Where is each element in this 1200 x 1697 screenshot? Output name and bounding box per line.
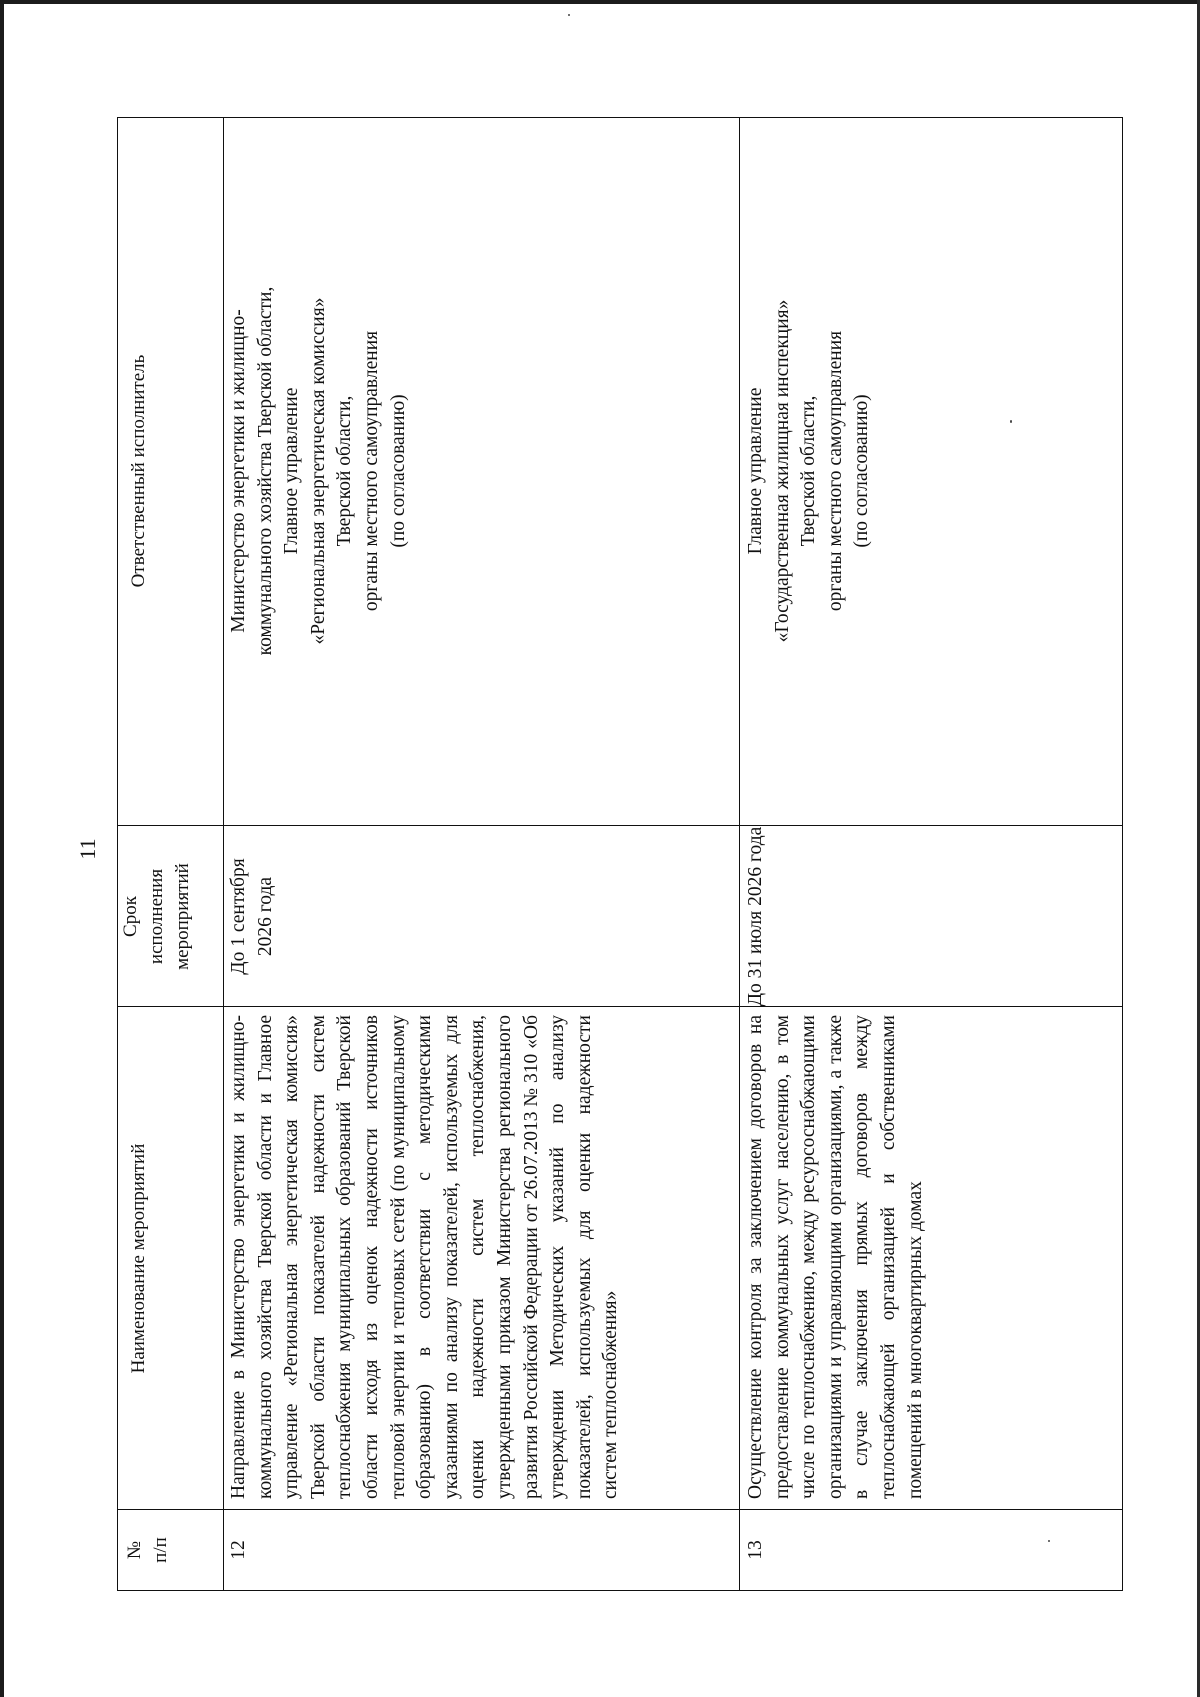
- row-13-deadline: До 31 июля 2026 года: [745, 826, 766, 1007]
- header-num: № п/п: [124, 1537, 171, 1563]
- column-divider: [118, 1509, 1122, 1510]
- row-12-num: 12: [228, 1540, 249, 1560]
- row-divider: [739, 118, 740, 1590]
- header-divider: [223, 118, 224, 1590]
- row-12-deadline: До 1 сентября 2026 года: [228, 858, 276, 975]
- header-responsible: Ответственный исполнитель: [128, 354, 149, 588]
- header-deadline: Срок исполнения мероприятий: [120, 863, 193, 970]
- header-name: Наименование мероприятий: [128, 1143, 149, 1374]
- row-12-name: Направление в Министерство энергетики и жилищно-коммунального хозяйства Тверской области и Главное управление «Региональная энергетическая комиссия» Тверской области показателей надежности систем теплоснабжения муниципальных образований Тверской области исходя из оценок надежности источников тепловой энергии и тепловых сетей (по муниципальному образованию) в соответствии с методическими указаниями по анализу показателей, используемых для оценки надежности систем теплоснабжения, утвержденными приказом Министерства регионального развития Российской Федерации от 26.07.2013 № 310 «Об утверждении Методических указаний по анализу показателей, используемых для оценки надежности систем теплоснабжения»: [228, 1015, 622, 1499]
- measures-table: [117, 117, 1123, 1591]
- row-13-num: 13: [745, 1540, 766, 1560]
- row-12-responsible: Министерство энергетики и жилищно- коммунального хозяйства Тверской области, Главное управление «Региональная энергетическая комиссия» Тверской области, органы местного самоуправления (по согласованию): [228, 286, 409, 656]
- row-13-name: Осуществление контроля за заключением договоров на предоставление коммунальных услуг населению, в том числе по теплоснабжению, между ресурсоснабжающими организациями и управляющими организациями, а также в случае заключения прямых договоров между теплоснабжающей организацией и собственниками помещений в многоквартирных домах: [745, 1015, 926, 1499]
- row-13-responsible: Главное управление «Государственная жилищная инспекция» Тверской области, органы местного самоуправления (по согласованию): [745, 299, 873, 643]
- page-number: 11: [75, 838, 100, 860]
